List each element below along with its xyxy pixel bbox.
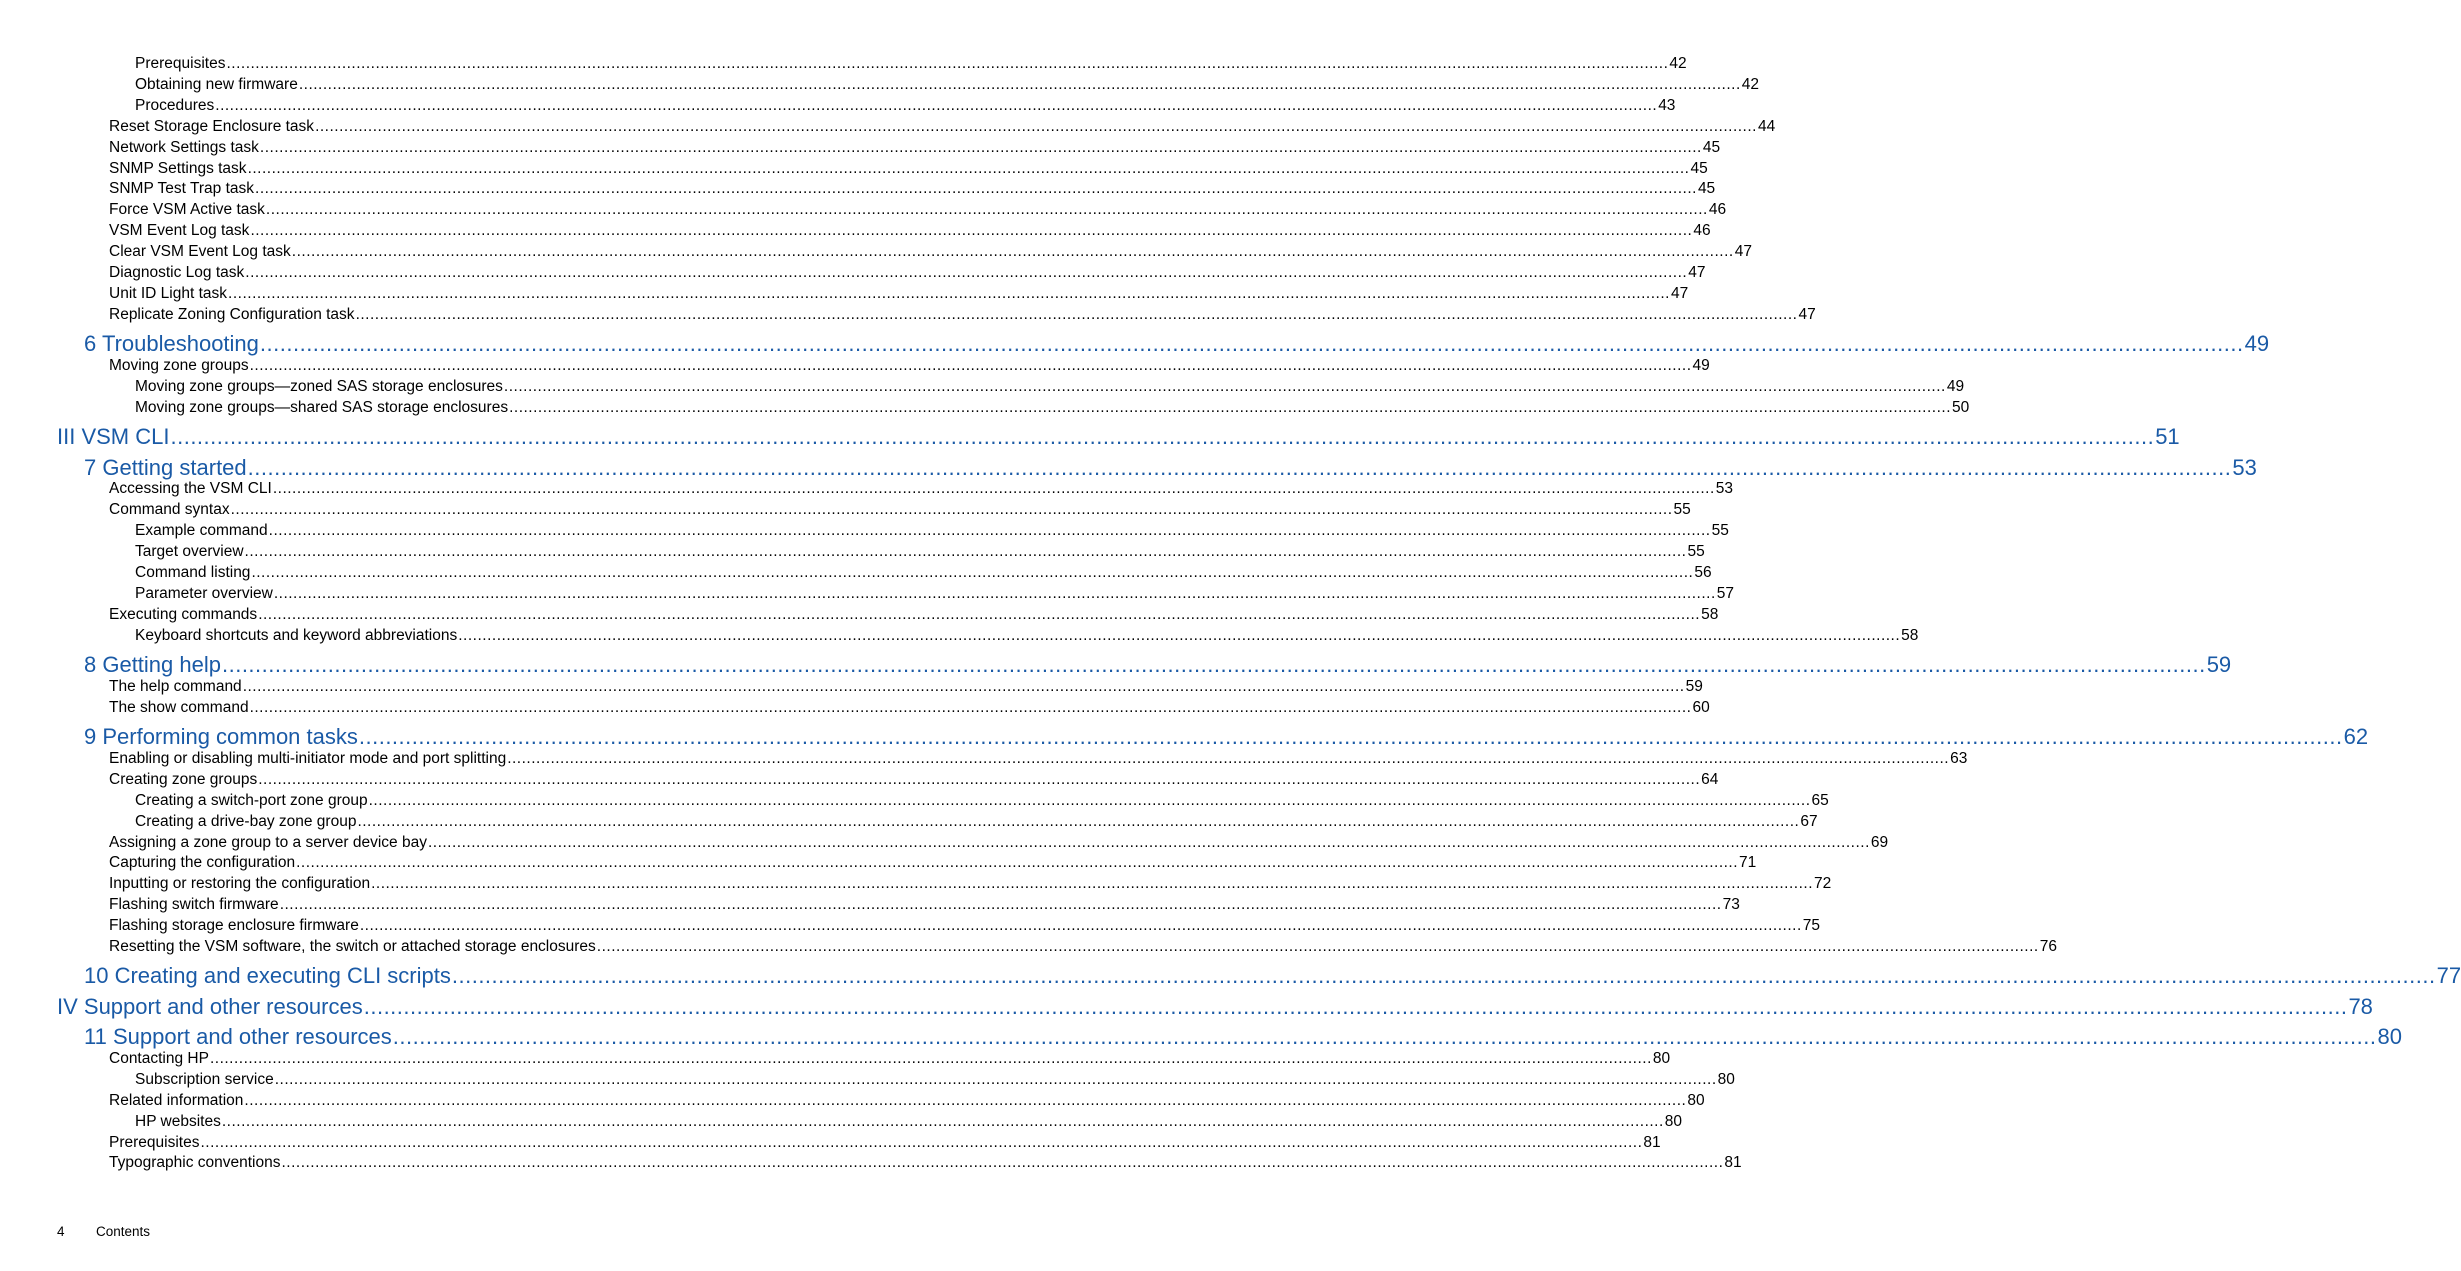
toc-entry-title: Inputting or restoring the configuration xyxy=(109,875,371,892)
toc-entry-title: Typographic conventions xyxy=(109,1154,281,1171)
toc-section-entry[interactable] xyxy=(109,285,1689,303)
toc-entry-page-number: 64 xyxy=(1701,771,1719,788)
dot-leader: ............................................................................................................................................................................................................................................................................................................ xyxy=(242,678,1685,695)
toc-entry-page-number: 69 xyxy=(1870,834,1889,851)
toc-entry-page-number: 55 xyxy=(1673,501,1691,518)
dot-leader: ............................................................................................................................................................................................................................................................................................................ xyxy=(274,1071,1717,1088)
dot-leader: ............................................................................................................................................................................................................................................................................................................ xyxy=(507,750,1950,767)
toc-subsection-entry[interactable] xyxy=(135,792,1829,810)
toc-entry-page-number: 78 xyxy=(2348,994,2373,1019)
toc-entry-page-number: 77 xyxy=(2436,963,2461,988)
dot-leader: ............................................................................................................................................................................................................................................................................................................ xyxy=(249,699,1692,716)
toc-entry-page-number: 55 xyxy=(1711,522,1729,539)
toc-subsection-entry[interactable] xyxy=(135,399,1970,417)
dot-leader: ............................................................................................................................................................................................................................................................................................................ xyxy=(215,97,1658,114)
dot-leader: ............................................................................................................................................................................................................................................................................................................ xyxy=(291,243,1734,260)
toc-section-entry[interactable] xyxy=(109,160,1708,178)
toc-entry-title: Contacting HP xyxy=(109,1050,209,1067)
toc-section-entry[interactable] xyxy=(109,606,1719,624)
dot-leader: ............................................................................................................................................................................................................................................................................................................ xyxy=(249,357,1692,374)
toc-entry-title: Command listing xyxy=(135,564,251,581)
dot-leader: ............................................................................................................................................................................................................................................................................................................ xyxy=(359,917,1802,934)
toc-subsection-entry[interactable] xyxy=(135,564,1712,582)
toc-entry-page-number: 49 xyxy=(1946,378,1965,395)
toc-entry-title: Flashing switch firmware xyxy=(109,896,279,913)
toc-section-entry[interactable] xyxy=(109,699,1710,717)
toc-chapter-entry[interactable] xyxy=(84,724,2369,750)
toc-entry-page-number: 80 xyxy=(1687,1092,1705,1109)
toc-section-entry[interactable] xyxy=(109,1134,1661,1152)
toc-entry-title: Keyboard shortcuts and keyword abbreviations xyxy=(135,627,458,644)
toc-entry-title: Moving zone groups—zoned SAS storage enclosures xyxy=(135,378,503,395)
toc-section-entry[interactable] xyxy=(109,917,1821,935)
toc-part-entry[interactable] xyxy=(57,994,2373,1020)
toc-entry-page-number: 44 xyxy=(1757,118,1776,135)
dot-leader: ............................................................................................................................................................................................................................................................................................................ xyxy=(371,875,1813,892)
toc-section-entry[interactable] xyxy=(109,1092,1705,1110)
toc-section-entry[interactable] xyxy=(109,834,1889,852)
dot-leader: ............................................................................................................................................................................................................................................................................................................ xyxy=(170,424,2155,449)
dot-leader: ............................................................................................................................................................................................................................................................................................................ xyxy=(272,480,1715,497)
toc-entry-page-number: 45 xyxy=(1697,180,1716,197)
toc-entry-title: Unit ID Light task xyxy=(109,285,228,302)
toc-entry-title: 6 Troubleshooting xyxy=(84,331,259,356)
toc-entry-page-number: 46 xyxy=(1708,201,1727,218)
toc-entry-page-number: 80 xyxy=(1652,1050,1671,1067)
dot-leader: ............................................................................................................................................................................................................................................................................................................ xyxy=(250,222,1693,239)
toc-part-entry[interactable] xyxy=(57,424,2180,450)
toc-entry-page-number: 55 xyxy=(1687,543,1705,560)
dot-leader: ............................................................................................................................................................................................................................................................................................................ xyxy=(221,1113,1664,1130)
dot-leader: ............................................................................................................................................................................................................................................................................................................ xyxy=(358,724,2343,749)
toc-entry-title: Clear VSM Event Log task xyxy=(109,243,291,260)
toc-section-entry[interactable] xyxy=(109,222,1711,240)
toc-subsection-entry[interactable] xyxy=(135,522,1729,540)
toc-entry-title: III VSM CLI xyxy=(57,424,170,449)
toc-entry-title: The help command xyxy=(109,678,242,695)
toc-entry-page-number: 81 xyxy=(1643,1134,1661,1151)
toc-chapter-entry[interactable] xyxy=(84,963,2461,989)
toc-entry-page-number: 58 xyxy=(1701,606,1719,623)
toc-entry-title: Capturing the configuration xyxy=(109,854,296,871)
toc-subsection-entry[interactable] xyxy=(135,55,1687,73)
toc-entry-page-number: 76 xyxy=(2039,938,2057,955)
toc-subsection-entry[interactable] xyxy=(135,627,1919,645)
dot-leader: ............................................................................................................................................................................................................................................................................................................ xyxy=(355,306,1798,323)
toc-entry-title: Flashing storage enclosure firmware xyxy=(109,917,359,934)
toc-entry-title: 10 Creating and executing CLI scripts xyxy=(84,963,451,988)
toc-section-entry[interactable] xyxy=(109,180,1716,198)
dot-leader: ............................................................................................................................................................................................................................................................................................................ xyxy=(279,896,1722,913)
toc-subsection-entry[interactable] xyxy=(135,543,1705,561)
dot-leader: ............................................................................................................................................................................................................................................................................................................ xyxy=(247,160,1690,177)
toc-entry-page-number: 62 xyxy=(2343,724,2369,749)
dot-leader: ............................................................................................................................................................................................................................................................................................................ xyxy=(221,652,2206,677)
dot-leader: ............................................................................................................................................................................................................................................................................................................ xyxy=(245,264,1688,281)
toc-entry-page-number: 47 xyxy=(1734,243,1752,260)
toc-entry-title: Prerequisites xyxy=(109,1134,200,1151)
toc-section-entry[interactable] xyxy=(109,306,1816,324)
toc-entry-title: The show command xyxy=(109,699,249,716)
toc-entry-title: IV Support and other resources xyxy=(57,994,363,1019)
toc-entry-title: Moving zone groups—shared SAS storage enclosures xyxy=(135,399,509,416)
dot-leader: ............................................................................................................................................................................................................................................................................................................ xyxy=(255,180,1697,197)
dot-leader: ............................................................................................................................................................................................................................................................................................................ xyxy=(244,1092,1687,1109)
toc-subsection-entry[interactable] xyxy=(135,1113,1683,1131)
toc-entry-title: Subscription service xyxy=(135,1071,274,1088)
dot-leader: ............................................................................................................................................................................................................................................................................................................ xyxy=(244,543,1687,560)
toc-entry-title: Procedures xyxy=(135,97,215,114)
toc-entry-title: Network Settings task xyxy=(109,139,259,156)
toc-entry-page-number: 80 xyxy=(1664,1113,1683,1130)
toc-entry-title: 11 Support and other resources xyxy=(84,1024,392,1049)
toc-section-entry[interactable] xyxy=(109,678,1703,696)
toc-chapter-entry[interactable] xyxy=(84,1024,2402,1050)
dot-leader: ............................................................................................................................................................................................................................................................................................................ xyxy=(298,76,1741,93)
toc-subsection-entry[interactable] xyxy=(135,378,1965,396)
dot-leader: ............................................................................................................................................................................................................................................................................................................ xyxy=(357,813,1800,830)
toc-entry-title: Resetting the VSM software, the switch or attached storage enclosures xyxy=(109,938,596,955)
toc-chapter-entry[interactable] xyxy=(84,331,2270,357)
toc-entry-title: Creating a switch-port zone group xyxy=(135,792,368,809)
toc-entry-title: Reset Storage Enclosure task xyxy=(109,118,315,135)
dot-leader: ............................................................................................................................................................................................................................................................................................................ xyxy=(259,139,1702,156)
toc-entry-page-number: 80 xyxy=(1717,1071,1735,1088)
toc-entry-page-number: 53 xyxy=(2232,455,2257,480)
dot-leader: ............................................................................................................................................................................................................................................................................................................ xyxy=(458,627,1901,644)
toc-section-entry[interactable] xyxy=(109,501,1691,519)
toc-entry-title: 7 Getting started xyxy=(84,455,247,480)
dot-leader: ............................................................................................................................................................................................................................................................................................................ xyxy=(251,564,1694,581)
toc-entry-title: VSM Event Log task xyxy=(109,222,250,239)
dot-leader: ............................................................................................................................................................................................................................................................................................................ xyxy=(392,1024,2377,1049)
toc-entry-page-number: 71 xyxy=(1739,854,1757,871)
toc-entry-page-number: 57 xyxy=(1716,585,1734,602)
toc-entry-title: Prerequisites xyxy=(135,55,226,72)
dot-leader: ............................................................................................................................................................................................................................................................................................................ xyxy=(503,378,1946,395)
toc-entry-page-number: 72 xyxy=(1814,875,1832,892)
toc-section-entry[interactable] xyxy=(109,201,1727,219)
toc-entry-page-number: 42 xyxy=(1669,55,1687,72)
toc-subsection-entry[interactable] xyxy=(135,813,1818,831)
dot-leader: ............................................................................................................................................................................................................................................................................................................ xyxy=(230,501,1673,518)
toc-entry-title: Example command xyxy=(135,522,268,539)
toc-entry-title: Moving zone groups xyxy=(109,357,249,374)
toc-section-entry[interactable] xyxy=(109,243,1752,261)
toc-section-entry[interactable] xyxy=(109,875,1832,893)
toc-section-entry[interactable] xyxy=(109,854,1757,872)
toc-subsection-entry[interactable] xyxy=(135,76,1759,94)
toc-section-entry[interactable] xyxy=(109,480,1733,498)
dot-leader: ............................................................................................................................................................................................................................................................................................................ xyxy=(209,1050,1652,1067)
toc-entry-page-number: 45 xyxy=(1690,160,1708,177)
toc-entry-title: SNMP Test Trap task xyxy=(109,180,255,197)
toc-entry-page-number: 60 xyxy=(1692,699,1710,716)
toc-entry-title: HP websites xyxy=(135,1113,221,1130)
toc-entry-page-number: 45 xyxy=(1702,139,1721,156)
toc-entry-page-number: 67 xyxy=(1800,813,1818,830)
toc-entry-page-number: 58 xyxy=(1901,627,1919,644)
toc-entry-page-number: 49 xyxy=(2244,331,2270,356)
toc-entry-page-number: 59 xyxy=(1685,678,1703,695)
toc-section-entry[interactable] xyxy=(109,771,1719,789)
dot-leader: ............................................................................................................................................................................................................................................................................................................ xyxy=(247,455,2232,480)
toc-entry-page-number: 47 xyxy=(1798,306,1816,323)
toc-entry-page-number: 46 xyxy=(1693,222,1711,239)
toc-entry-title: Assigning a zone group to a server device bay xyxy=(109,834,427,851)
dot-leader: ............................................................................................................................................................................................................................................................................................................ xyxy=(268,522,1711,539)
toc-entry-page-number: 80 xyxy=(2377,1024,2402,1049)
toc-entry-title: 9 Performing common tasks xyxy=(84,724,358,749)
toc-subsection-entry[interactable] xyxy=(135,97,1676,115)
toc-entry-title: Parameter overview xyxy=(135,585,273,602)
toc-entry-title: Related information xyxy=(109,1092,244,1109)
toc-entry-page-number: 53 xyxy=(1715,480,1733,497)
dot-leader: ............................................................................................................................................................................................................................................................................................................ xyxy=(315,118,1757,135)
toc-entry-title: Command syntax xyxy=(109,501,230,518)
dot-leader: ............................................................................................................................................................................................................................................................................................................ xyxy=(259,331,2244,356)
dot-leader: ............................................................................................................................................................................................................................................................................................................ xyxy=(296,854,1739,871)
toc-subsection-entry[interactable] xyxy=(135,1071,1735,1089)
toc-entry-title: Accessing the VSM CLI xyxy=(109,480,272,497)
dot-leader: ............................................................................................................................................................................................................................................................................................................ xyxy=(200,1134,1643,1151)
toc-entry-title: Creating a drive-bay zone group xyxy=(135,813,357,830)
dot-leader: ............................................................................................................................................................................................................................................................................................................ xyxy=(228,285,1670,302)
toc-entry-page-number: 73 xyxy=(1722,896,1740,913)
footer-page-number: 4 xyxy=(57,1224,65,1239)
toc-entry-page-number: 51 xyxy=(2155,424,2180,449)
toc-entry-page-number: 63 xyxy=(1950,750,1968,767)
dot-leader: ............................................................................................................................................................................................................................................................................................................ xyxy=(509,399,1951,416)
toc-entry-page-number: 49 xyxy=(1692,357,1710,374)
toc-entry-page-number: 56 xyxy=(1694,564,1712,581)
toc-entry-title: Enabling or disabling multi-initiator mode and port splitting xyxy=(109,750,507,767)
toc-entry-title: SNMP Settings task xyxy=(109,160,247,177)
toc-entry-page-number: 47 xyxy=(1688,264,1706,281)
toc-entry-page-number: 43 xyxy=(1658,97,1676,114)
dot-leader: ............................................................................................................................................................................................................................................................................................................ xyxy=(363,994,2348,1019)
toc-entry-page-number: 47 xyxy=(1670,285,1689,302)
toc-entry-page-number: 50 xyxy=(1952,399,1970,416)
page-footer xyxy=(57,1224,150,1239)
toc-section-entry[interactable] xyxy=(109,118,1776,136)
toc-section-entry[interactable] xyxy=(109,264,1706,282)
toc-section-entry[interactable] xyxy=(109,896,1740,914)
toc-entry-title: Creating zone groups xyxy=(109,771,258,788)
dot-leader: ............................................................................................................................................................................................................................................................................................................ xyxy=(427,834,1870,851)
toc-section-entry[interactable] xyxy=(109,750,1968,768)
toc-entry-page-number: 65 xyxy=(1811,792,1829,809)
toc-entry-title: Executing commands xyxy=(109,606,258,623)
toc-section-entry[interactable] xyxy=(109,938,2057,956)
toc-chapter-entry[interactable] xyxy=(84,455,2257,481)
toc-entry-page-number: 81 xyxy=(1724,1154,1742,1171)
dot-leader: ............................................................................................................................................................................................................................................................................................................ xyxy=(596,938,2039,955)
dot-leader: ............................................................................................................................................................................................................................................................................................................ xyxy=(273,585,1716,602)
toc-subsection-entry[interactable] xyxy=(135,585,1734,603)
toc-section-entry[interactable] xyxy=(109,1050,1671,1068)
toc-entry-title: Target overview xyxy=(135,543,244,560)
toc-entry-title: Force VSM Active task xyxy=(109,201,265,218)
dot-leader: ............................................................................................................................................................................................................................................................................................................ xyxy=(368,792,1811,809)
toc-entry-page-number: 75 xyxy=(1802,917,1821,934)
toc-entry-title: 8 Getting help xyxy=(84,652,221,677)
dot-leader: ............................................................................................................................................................................................................................................................................................................ xyxy=(258,771,1701,788)
toc-entry-page-number: 42 xyxy=(1741,76,1759,93)
dot-leader: ............................................................................................................................................................................................................................................................................................................ xyxy=(265,201,1708,218)
toc-entry-title: Replicate Zoning Configuration task xyxy=(109,306,355,323)
toc-entry-title: Diagnostic Log task xyxy=(109,264,245,281)
dot-leader: ............................................................................................................................................................................................................................................................................................................ xyxy=(451,963,2436,988)
dot-leader: ............................................................................................................................................................................................................................................................................................................ xyxy=(226,55,1669,72)
toc-section-entry[interactable] xyxy=(109,357,1710,375)
toc-section-entry[interactable] xyxy=(109,139,1721,157)
dot-leader: ............................................................................................................................................................................................................................................................................................................ xyxy=(281,1154,1724,1171)
toc-chapter-entry[interactable] xyxy=(84,652,2232,678)
toc-section-entry[interactable] xyxy=(109,1154,1742,1172)
toc-entry-title: Obtaining new firmware xyxy=(135,76,298,93)
toc-entry-page-number: 59 xyxy=(2206,652,2232,677)
footer-section-label: Contents xyxy=(96,1224,151,1239)
dot-leader: ............................................................................................................................................................................................................................................................................................................ xyxy=(258,606,1701,623)
